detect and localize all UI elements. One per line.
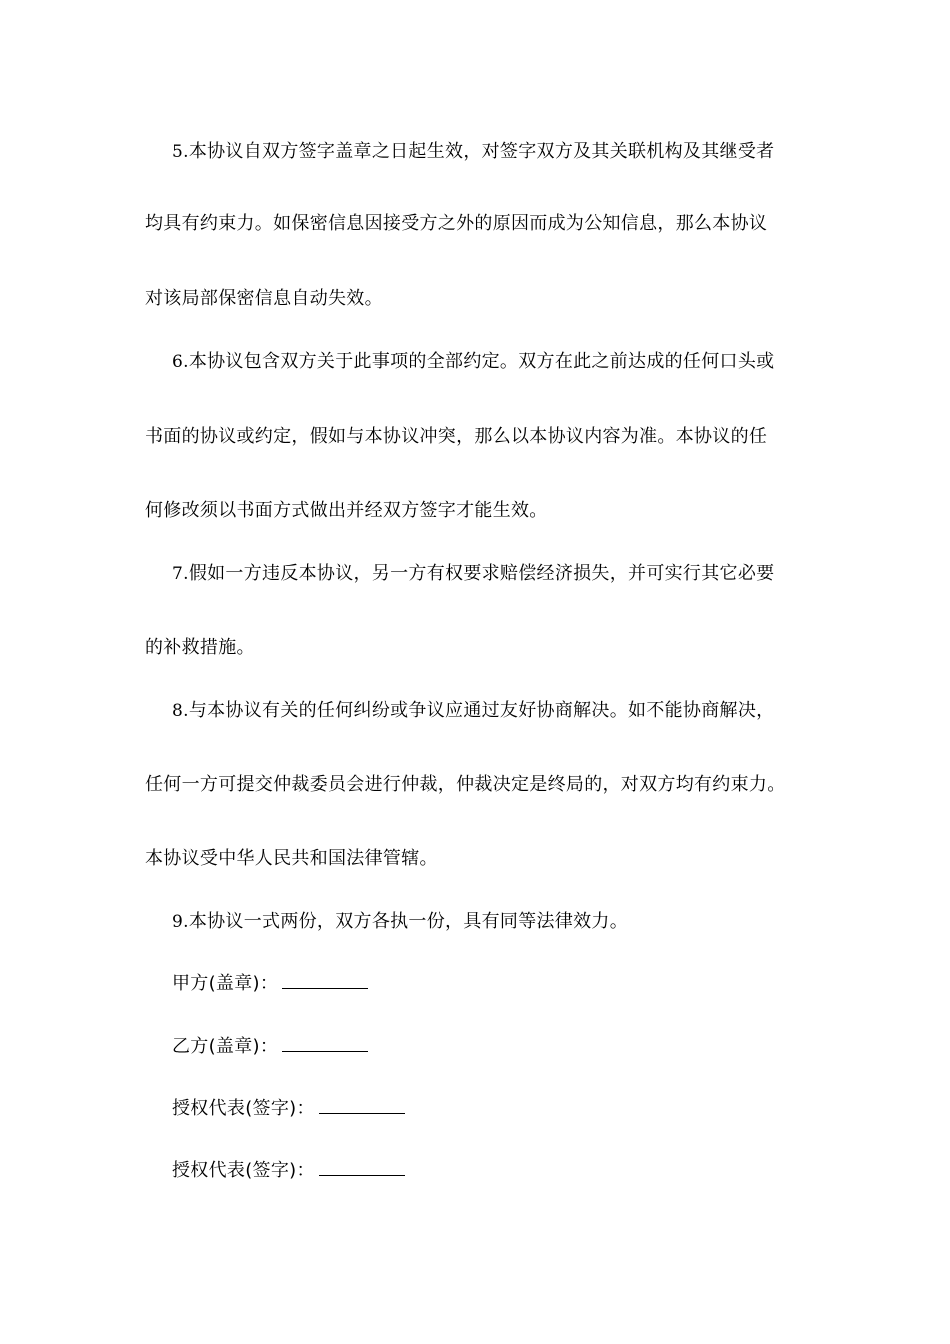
clause-6-line-3: 何修改须以书面方式做出并经双方签字才能生效。: [145, 500, 548, 521]
signature-rep-2-blank[interactable]: [319, 1161, 405, 1176]
signature-rep-1-blank[interactable]: [319, 1099, 405, 1114]
clause-7-line-2: 的补救措施。: [145, 637, 255, 658]
clause-8-text-1: 与本协议有关的任何纠纷或争议应通过友好协商解决。如不能协商解决，: [188, 700, 775, 721]
clause-5-line-2: 均具有约束力。如保密信息因接受方之外的原因而成为公知信息，那么本协议: [145, 213, 768, 234]
clause-6-line-1: [172, 350, 774, 374]
clause-8-line-1: [172, 699, 774, 723]
clause-7-text-1: 假如一方违反本协议，另一方有权要求赔偿经济损失，并可实行其它必要: [188, 563, 775, 584]
signature-rep-2: [172, 1159, 405, 1183]
signature-party-b-blank[interactable]: [282, 1037, 368, 1052]
clause-5-number: 5.: [172, 142, 189, 162]
clause-6-line-2: 书面的协议或约定，假如与本协议冲突，那么以本协议内容为准。本协议的任: [145, 426, 768, 447]
signature-rep-1-label: 授权代表(签字)：: [172, 1098, 315, 1119]
clause-8-line-2: 任何一方可提交仲裁委员会进行仲裁，仲裁决定是终局的，对双方均有约束力。: [145, 774, 786, 795]
clause-8-line-3: 本协议受中华人民共和国法律管辖。: [145, 848, 438, 869]
clause-5-line-1: [172, 140, 774, 164]
clause-9-text-1: 本协议一式两份，双方各执一份，具有同等法律效力。: [188, 911, 629, 932]
signature-party-a-label: 甲方(盖章)：: [172, 973, 279, 994]
signature-party-a: [172, 972, 368, 996]
clause-5-text-1: 本协议自双方签字盖章之日起生效，对签字双方及其关联机构及其继受者: [188, 141, 775, 162]
clause-6-number: 6.: [172, 352, 189, 372]
clause-5-line-3: 对该局部保密信息自动失效。: [145, 288, 383, 309]
signature-rep-2-label: 授权代表(签字)：: [172, 1160, 315, 1181]
signature-party-b: [172, 1035, 368, 1059]
clause-9-line-1: [172, 910, 628, 934]
clause-6-text-1: 本协议包含双方关于此事项的全部约定。双方在此之前达成的任何口头或: [188, 351, 775, 372]
clause-7-number: 7.: [172, 564, 189, 584]
signature-party-b-label: 乙方(盖章)：: [172, 1036, 279, 1057]
signature-rep-1: [172, 1097, 405, 1121]
signature-party-a-blank[interactable]: [282, 974, 368, 989]
clause-8-number: 8.: [172, 701, 189, 721]
clause-7-line-1: [172, 562, 774, 586]
clause-9-number: 9.: [172, 912, 189, 932]
